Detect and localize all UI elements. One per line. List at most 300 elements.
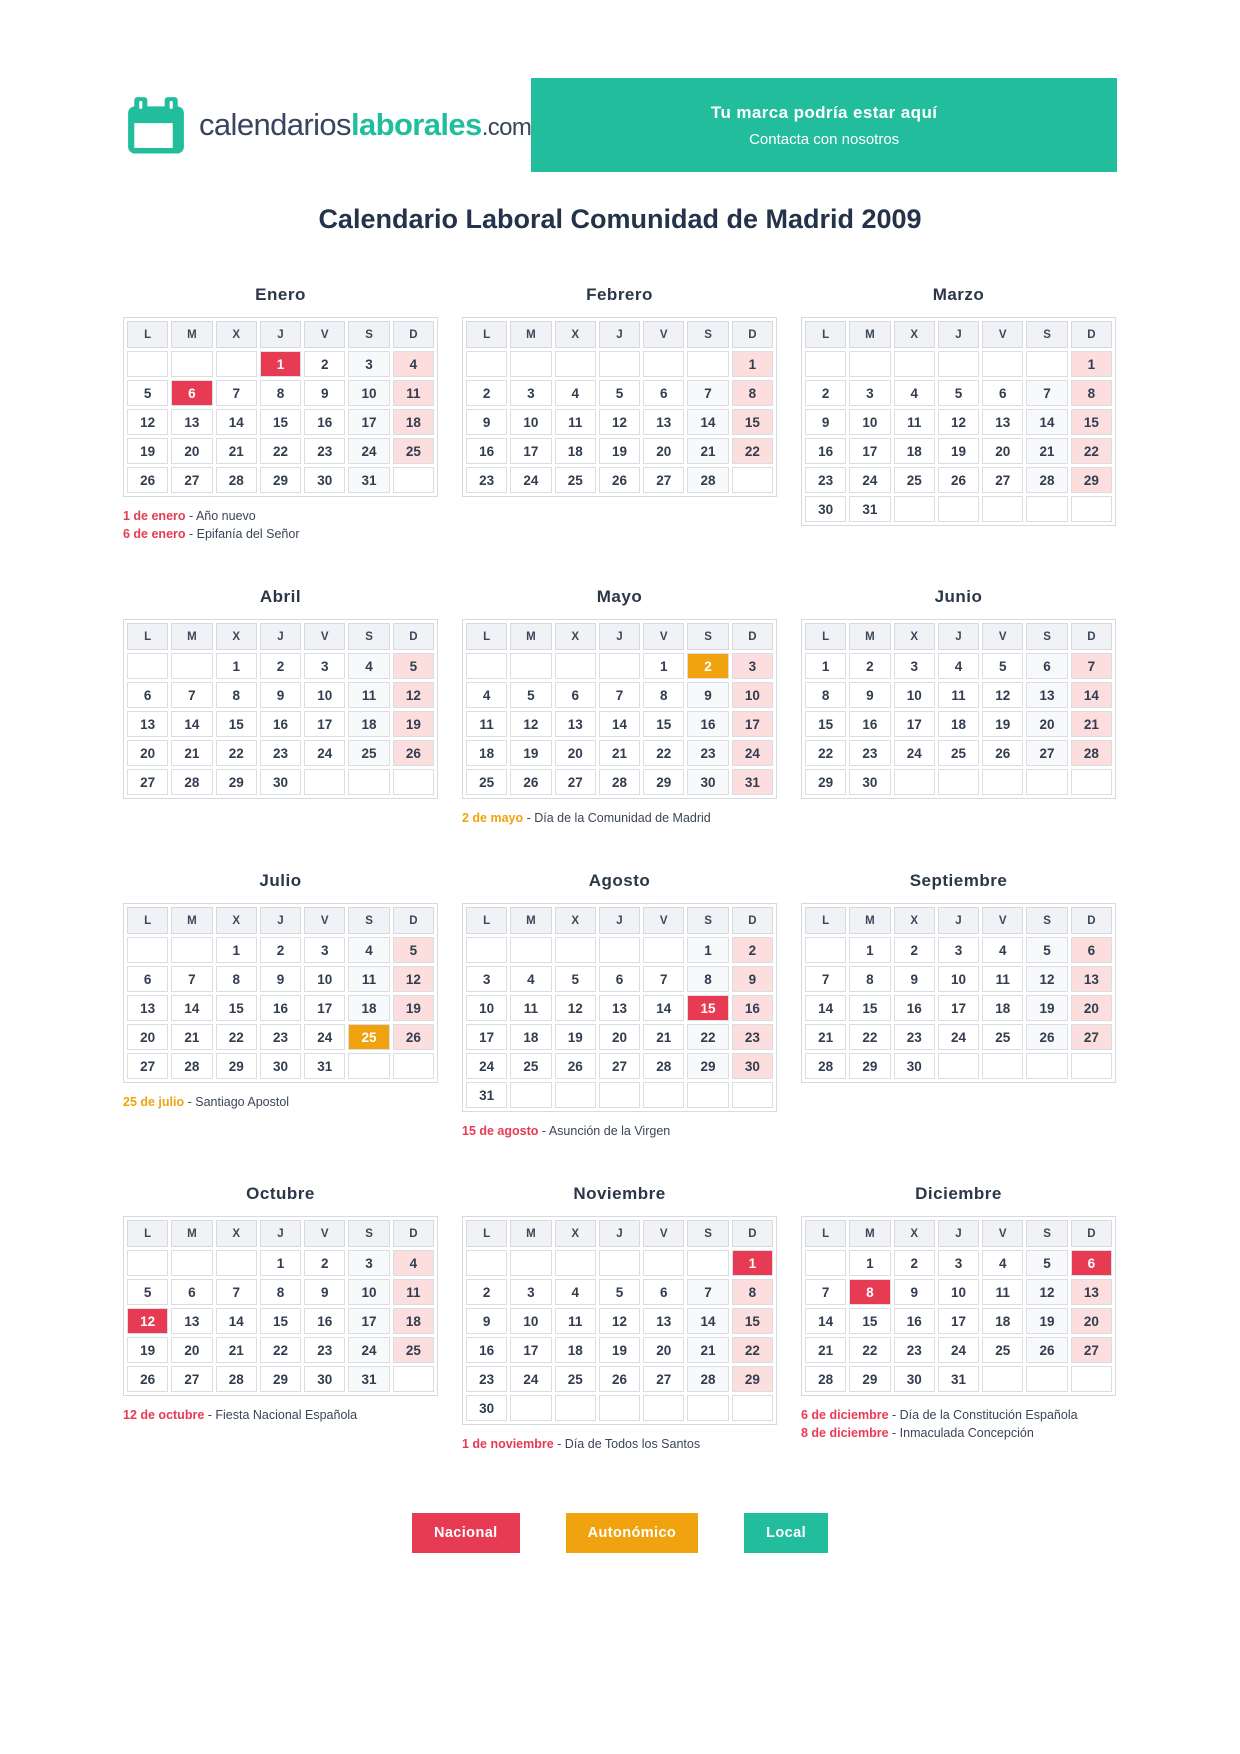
weekday-header: D <box>1071 623 1112 650</box>
empty-cell <box>1026 496 1067 522</box>
day-cell: 2 <box>304 1250 345 1276</box>
legend-button-local[interactable]: Local <box>744 1513 828 1553</box>
week-row <box>466 351 773 377</box>
logo-text-accent: laborales <box>350 107 482 142</box>
weekday-header: S <box>1026 321 1067 348</box>
day-cell: 8 <box>1071 380 1112 406</box>
week-row <box>805 995 1112 1021</box>
weekday-header: V <box>643 321 684 348</box>
day-cell: 3 <box>849 380 890 406</box>
day-cell: 28 <box>687 1366 728 1392</box>
day-cell: 25 <box>555 1366 596 1392</box>
weekday-header: X <box>894 1220 935 1247</box>
day-cell: 3 <box>938 1250 979 1276</box>
day-cell: 23 <box>849 740 890 766</box>
logo-text-suffix: .com <box>481 114 532 141</box>
day-cell: 10 <box>466 995 507 1021</box>
empty-cell <box>938 1053 979 1079</box>
day-cell: 25 <box>982 1337 1023 1363</box>
empty-cell <box>805 937 846 963</box>
logo-link[interactable] <box>123 94 531 156</box>
day-cell: 24 <box>304 1024 345 1050</box>
day-cell: 14 <box>687 409 728 435</box>
weekday-header: M <box>510 1220 551 1247</box>
day-cell: 24 <box>510 1366 551 1392</box>
empty-cell <box>1071 1366 1112 1392</box>
day-cell: 6 <box>171 1279 212 1305</box>
empty-cell <box>510 1082 551 1108</box>
month-title: Noviembre <box>573 1184 666 1203</box>
day-cell: 13 <box>555 711 596 737</box>
weekday-header-row <box>127 623 434 650</box>
weekday-header: V <box>982 321 1023 348</box>
day-cell: 13 <box>1071 966 1112 992</box>
day-cell: 31 <box>938 1366 979 1392</box>
day-cell: 12 <box>555 995 596 1021</box>
day-cell: 30 <box>304 467 345 493</box>
day-cell: 3 <box>510 1279 551 1305</box>
day-cell: 21 <box>171 740 212 766</box>
day-cell: 29 <box>643 769 684 795</box>
day-cell: 26 <box>599 1366 640 1392</box>
holiday-notes <box>462 1124 777 1138</box>
weekday-header: D <box>1071 907 1112 934</box>
calendar-table <box>462 317 777 497</box>
day-cell: 28 <box>1071 740 1112 766</box>
day-cell: 22 <box>216 740 257 766</box>
empty-cell <box>599 351 640 377</box>
day-cell: 28 <box>216 1366 257 1392</box>
day-cell: 31 <box>849 496 890 522</box>
week-row <box>127 1337 434 1363</box>
day-cell: 16 <box>466 438 507 464</box>
holiday-note-date: 25 de julio <box>123 1095 185 1109</box>
empty-cell <box>849 351 890 377</box>
holiday-notes <box>123 1095 438 1109</box>
day-cell: 7 <box>643 966 684 992</box>
weekday-header: L <box>127 321 168 348</box>
day-cell: 25 <box>393 438 434 464</box>
week-row <box>805 966 1112 992</box>
day-cell: 6 <box>127 682 168 708</box>
day-cell: 5 <box>1026 1250 1067 1276</box>
day-cell: 4 <box>555 380 596 406</box>
weekday-header: L <box>805 907 846 934</box>
holiday-day-cell: 12 <box>127 1308 168 1334</box>
day-cell: 15 <box>732 409 773 435</box>
day-cell: 10 <box>938 1279 979 1305</box>
day-cell: 11 <box>894 409 935 435</box>
weekday-header: D <box>1071 1220 1112 1247</box>
day-cell: 17 <box>510 438 551 464</box>
holiday-notes <box>462 811 777 825</box>
month-julio <box>123 871 438 1113</box>
day-cell: 5 <box>982 653 1023 679</box>
day-cell: 24 <box>849 467 890 493</box>
day-cell: 2 <box>805 380 846 406</box>
holiday-note-date: 2 de mayo <box>462 811 524 825</box>
empty-cell <box>599 1250 640 1276</box>
empty-cell <box>982 351 1023 377</box>
day-cell: 8 <box>805 682 846 708</box>
weekday-header: X <box>894 623 935 650</box>
day-cell: 7 <box>216 380 257 406</box>
day-cell: 20 <box>599 1024 640 1050</box>
week-row <box>805 380 1112 406</box>
weekday-header-row <box>805 907 1112 934</box>
weekday-header: S <box>348 321 389 348</box>
day-cell: 15 <box>216 995 257 1021</box>
day-cell: 19 <box>1026 995 1067 1021</box>
calendar-table <box>123 317 438 497</box>
week-row <box>127 653 434 679</box>
day-cell: 23 <box>687 740 728 766</box>
week-row <box>805 937 1112 963</box>
day-cell: 30 <box>732 1053 773 1079</box>
day-cell: 19 <box>393 995 434 1021</box>
week-row <box>127 1250 434 1276</box>
month-title: Marzo <box>932 285 985 304</box>
weekday-header: D <box>393 623 434 650</box>
day-cell: 25 <box>510 1053 551 1079</box>
day-cell: 10 <box>348 380 389 406</box>
day-cell: 1 <box>687 937 728 963</box>
empty-cell <box>304 769 345 795</box>
week-row <box>466 1308 773 1334</box>
page <box>123 0 1117 1723</box>
day-cell: 30 <box>687 769 728 795</box>
day-cell: 4 <box>894 380 935 406</box>
empty-cell <box>894 496 935 522</box>
day-cell: 24 <box>348 1337 389 1363</box>
day-cell: 3 <box>732 653 773 679</box>
day-cell: 13 <box>1071 1279 1112 1305</box>
day-cell: 7 <box>171 682 212 708</box>
day-cell: 8 <box>687 966 728 992</box>
day-cell: 8 <box>732 380 773 406</box>
empty-cell <box>171 653 212 679</box>
weekday-header: S <box>348 907 389 934</box>
day-cell: 4 <box>555 1279 596 1305</box>
day-cell: 23 <box>805 467 846 493</box>
holiday-note <box>801 1408 1116 1422</box>
day-cell: 21 <box>171 1024 212 1050</box>
holiday-note-date: 1 de enero <box>123 509 186 523</box>
day-cell: 30 <box>304 1366 345 1392</box>
day-cell: 9 <box>732 966 773 992</box>
day-cell: 23 <box>260 740 301 766</box>
day-cell: 5 <box>938 380 979 406</box>
day-cell: 31 <box>348 467 389 493</box>
day-cell: 9 <box>260 682 301 708</box>
day-cell: 4 <box>466 682 507 708</box>
day-cell: 27 <box>171 1366 212 1392</box>
week-row <box>127 409 434 435</box>
day-cell: 24 <box>348 438 389 464</box>
holiday-notes <box>123 1408 438 1422</box>
day-cell: 6 <box>127 966 168 992</box>
week-row <box>466 1279 773 1305</box>
week-row <box>805 653 1112 679</box>
weekday-header-row <box>805 623 1112 650</box>
weekday-header-row <box>127 1220 434 1247</box>
day-cell: 27 <box>643 1366 684 1392</box>
weekday-header: V <box>982 623 1023 650</box>
day-cell: 14 <box>216 409 257 435</box>
weekday-header: L <box>466 1220 507 1247</box>
day-cell: 14 <box>805 1308 846 1334</box>
day-cell: 30 <box>805 496 846 522</box>
empty-cell <box>555 937 596 963</box>
day-cell: 6 <box>982 380 1023 406</box>
empty-cell <box>555 1082 596 1108</box>
day-cell: 5 <box>127 1279 168 1305</box>
day-cell: 28 <box>171 769 212 795</box>
day-cell: 15 <box>805 711 846 737</box>
day-cell: 24 <box>732 740 773 766</box>
weekday-header: S <box>348 1220 389 1247</box>
day-cell: 7 <box>171 966 212 992</box>
day-cell: 18 <box>393 409 434 435</box>
day-cell: 16 <box>260 711 301 737</box>
month-febrero <box>462 285 777 497</box>
day-cell: 20 <box>1071 995 1112 1021</box>
day-cell: 13 <box>599 995 640 1021</box>
day-cell: 22 <box>805 740 846 766</box>
day-cell: 25 <box>982 1024 1023 1050</box>
holiday-note-text: - Año nuevo <box>185 509 256 523</box>
day-cell: 27 <box>982 467 1023 493</box>
weekday-header: J <box>260 1220 301 1247</box>
day-cell: 13 <box>127 711 168 737</box>
holiday-day-cell: 2 <box>687 653 728 679</box>
empty-cell <box>982 769 1023 795</box>
day-cell: 2 <box>260 937 301 963</box>
day-cell: 5 <box>1026 937 1067 963</box>
day-cell: 26 <box>127 1366 168 1392</box>
day-cell: 2 <box>466 380 507 406</box>
day-cell: 28 <box>1026 467 1067 493</box>
day-cell: 28 <box>805 1053 846 1079</box>
week-row <box>805 409 1112 435</box>
day-cell: 27 <box>599 1053 640 1079</box>
weekday-header: X <box>894 321 935 348</box>
holiday-note <box>462 1124 777 1138</box>
day-cell: 18 <box>393 1308 434 1334</box>
empty-cell <box>510 1395 551 1421</box>
day-cell: 22 <box>216 1024 257 1050</box>
day-cell: 19 <box>982 711 1023 737</box>
week-row <box>805 1053 1112 1079</box>
empty-cell <box>510 1250 551 1276</box>
week-row <box>805 467 1112 493</box>
weekday-header: M <box>510 321 551 348</box>
day-cell: 14 <box>805 995 846 1021</box>
day-cell: 19 <box>510 740 551 766</box>
day-cell: 6 <box>1071 937 1112 963</box>
weekday-header: M <box>849 907 890 934</box>
day-cell: 18 <box>982 995 1023 1021</box>
weekday-header: D <box>393 321 434 348</box>
month-junio <box>801 587 1116 799</box>
holiday-note-text: - Día de la Constitución Española <box>888 1408 1078 1422</box>
empty-cell <box>555 351 596 377</box>
week-row <box>466 1337 773 1363</box>
day-cell: 2 <box>849 653 890 679</box>
day-cell: 15 <box>216 711 257 737</box>
week-row <box>127 995 434 1021</box>
day-cell: 3 <box>510 380 551 406</box>
weekday-header: V <box>304 321 345 348</box>
day-cell: 22 <box>643 740 684 766</box>
empty-cell <box>466 1250 507 1276</box>
day-cell: 5 <box>555 966 596 992</box>
day-cell: 30 <box>894 1053 935 1079</box>
day-cell: 13 <box>643 1308 684 1334</box>
day-cell: 23 <box>304 1337 345 1363</box>
day-cell: 1 <box>849 937 890 963</box>
header <box>123 78 1117 172</box>
day-cell: 23 <box>732 1024 773 1050</box>
day-cell: 1 <box>216 653 257 679</box>
weekday-header: V <box>982 907 1023 934</box>
weekday-header: M <box>849 1220 890 1247</box>
day-cell: 17 <box>849 438 890 464</box>
week-row <box>805 1337 1112 1363</box>
day-cell: 29 <box>1071 467 1112 493</box>
empty-cell <box>1026 351 1067 377</box>
day-cell: 29 <box>849 1366 890 1392</box>
day-cell: 9 <box>304 380 345 406</box>
day-cell: 10 <box>894 682 935 708</box>
empty-cell <box>216 1250 257 1276</box>
weekday-header: L <box>466 321 507 348</box>
day-cell: 27 <box>127 1053 168 1079</box>
day-cell: 21 <box>805 1024 846 1050</box>
day-cell: 26 <box>599 467 640 493</box>
month-title: Agosto <box>588 871 651 890</box>
legend-button-nacional[interactable]: Nacional <box>412 1513 520 1553</box>
week-row <box>466 937 773 963</box>
day-cell: 3 <box>466 966 507 992</box>
day-cell: 19 <box>1026 1308 1067 1334</box>
weekday-header: S <box>1026 623 1067 650</box>
empty-cell <box>216 351 257 377</box>
day-cell: 16 <box>894 995 935 1021</box>
weekday-header: L <box>466 623 507 650</box>
month-noviembre <box>462 1184 777 1455</box>
day-cell: 17 <box>304 995 345 1021</box>
day-cell: 25 <box>938 740 979 766</box>
day-cell: 14 <box>599 711 640 737</box>
logo-text-primary: calendarios <box>199 107 351 142</box>
day-cell: 15 <box>643 711 684 737</box>
day-cell: 9 <box>466 409 507 435</box>
week-row <box>466 653 773 679</box>
day-cell: 11 <box>510 995 551 1021</box>
day-cell: 5 <box>510 682 551 708</box>
empty-cell <box>643 1082 684 1108</box>
empty-cell <box>643 1250 684 1276</box>
day-cell: 29 <box>260 1366 301 1392</box>
day-cell: 1 <box>1071 351 1112 377</box>
week-row <box>805 1366 1112 1392</box>
empty-cell <box>805 351 846 377</box>
legend-button-autonomico[interactable]: Autonómico <box>566 1513 699 1553</box>
day-cell: 15 <box>732 1308 773 1334</box>
day-cell: 31 <box>466 1082 507 1108</box>
day-cell: 26 <box>555 1053 596 1079</box>
day-cell: 6 <box>643 380 684 406</box>
day-cell: 28 <box>643 1053 684 1079</box>
weekday-header: D <box>1071 321 1112 348</box>
month-title: Octubre <box>246 1184 315 1203</box>
banner-contact-link[interactable]: Contacta con nosotros <box>749 130 900 148</box>
day-cell: 9 <box>304 1279 345 1305</box>
weekday-header: M <box>849 623 890 650</box>
day-cell: 7 <box>599 682 640 708</box>
calendar-table <box>801 317 1116 526</box>
day-cell: 12 <box>1026 966 1067 992</box>
day-cell: 4 <box>348 653 389 679</box>
ad-banner[interactable] <box>531 78 1117 172</box>
day-cell: 29 <box>687 1053 728 1079</box>
weekday-header: V <box>643 623 684 650</box>
day-cell: 22 <box>849 1337 890 1363</box>
day-cell: 9 <box>260 966 301 992</box>
day-cell: 19 <box>127 1337 168 1363</box>
day-cell: 19 <box>938 438 979 464</box>
holiday-note <box>123 509 438 523</box>
week-row <box>127 966 434 992</box>
week-row <box>805 351 1112 377</box>
month-title: Julio <box>259 871 302 890</box>
day-cell: 14 <box>687 1308 728 1334</box>
week-row <box>805 711 1112 737</box>
weekday-header: V <box>982 1220 1023 1247</box>
day-cell: 16 <box>849 711 890 737</box>
empty-cell <box>687 1250 728 1276</box>
day-cell: 29 <box>732 1366 773 1392</box>
day-cell: 20 <box>982 438 1023 464</box>
empty-cell <box>1026 1366 1067 1392</box>
day-cell: 16 <box>894 1308 935 1334</box>
day-cell: 31 <box>732 769 773 795</box>
day-cell: 14 <box>216 1308 257 1334</box>
day-cell: 10 <box>938 966 979 992</box>
calendar-table <box>123 1216 438 1396</box>
day-cell: 3 <box>894 653 935 679</box>
day-cell: 5 <box>599 380 640 406</box>
day-cell: 9 <box>466 1308 507 1334</box>
calendar-logo-icon <box>123 94 189 156</box>
day-cell: 20 <box>171 438 212 464</box>
day-cell: 25 <box>348 740 389 766</box>
day-cell: 17 <box>732 711 773 737</box>
day-cell: 19 <box>127 438 168 464</box>
holiday-day-cell: 1 <box>732 1250 773 1276</box>
day-cell: 12 <box>393 966 434 992</box>
day-cell: 4 <box>393 351 434 377</box>
day-cell: 25 <box>393 1337 434 1363</box>
week-row <box>127 1279 434 1305</box>
day-cell: 22 <box>849 1024 890 1050</box>
holiday-note <box>123 1408 438 1422</box>
empty-cell <box>510 653 551 679</box>
week-row <box>466 740 773 766</box>
day-cell: 27 <box>1026 740 1067 766</box>
day-cell: 14 <box>1026 409 1067 435</box>
